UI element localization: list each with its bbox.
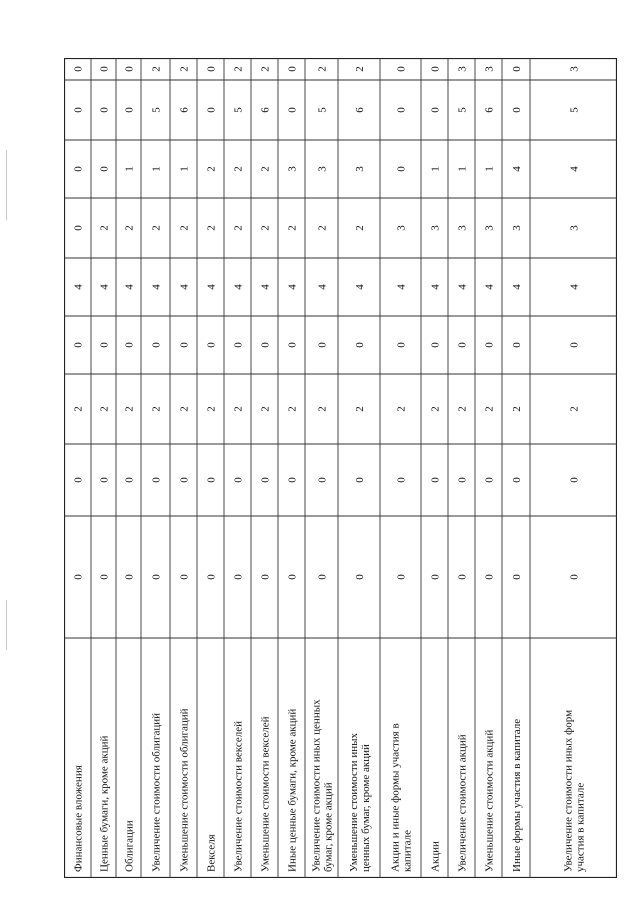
cell-value: 2 [150, 66, 163, 72]
table-row [124, 66, 136, 872]
row-label: Увеличение стоимости иных ценных [310, 699, 323, 872]
cell-value: 4 [511, 284, 523, 290]
cell-value: 2 [456, 406, 469, 412]
cell-value: 4 [123, 284, 136, 290]
cell-value: 4 [429, 284, 442, 290]
table-row [311, 66, 335, 872]
row-label: Акции [429, 841, 442, 872]
cell-value: 2 [483, 406, 496, 412]
table-row [206, 66, 218, 872]
cell-value: 0 [72, 225, 85, 231]
cell-value: 3 [395, 225, 408, 231]
table-row [151, 66, 163, 872]
cell-value: 5 [232, 107, 245, 113]
cell-value: 0 [205, 574, 218, 580]
cell-value: 3 [456, 225, 469, 231]
cell-value: 2 [316, 66, 329, 72]
cell-value: 0 [316, 342, 329, 348]
cell-value: 2 [98, 225, 111, 231]
cell-value: 0 [483, 477, 496, 483]
cell-value: 4 [568, 284, 581, 290]
cell-value: 1 [178, 166, 191, 172]
cell-value: 3 [483, 66, 496, 72]
cell-value: 0 [429, 66, 442, 72]
row-label: Увеличение стоимости облигаций [150, 712, 163, 872]
cell-value: 2 [150, 406, 163, 412]
cell-value: 2 [232, 166, 245, 172]
cell-value: 2 [205, 225, 218, 231]
cell-value: 3 [316, 166, 329, 172]
table-row [287, 66, 299, 872]
cell-value: 0 [259, 477, 272, 483]
cell-value: 0 [511, 574, 523, 580]
cell-value: 2 [178, 225, 191, 231]
row-label: Иные формы участия в капитале [511, 718, 523, 872]
row-label: Ценные бумаги, кроме акций [98, 735, 111, 872]
cell-value: 3 [511, 225, 523, 231]
cell-value: 4 [205, 284, 218, 290]
row-label: Увеличение стоимости векселей [232, 721, 245, 872]
cell-value: 0 [429, 107, 442, 113]
row-label: Финансовые вложения [72, 765, 85, 872]
cell-value: 2 [178, 406, 191, 412]
cell-value: 0 [232, 477, 245, 483]
cell-value: 2 [316, 225, 329, 231]
cell-value: 0 [511, 477, 523, 483]
cell-value: 0 [123, 107, 136, 113]
cell-value: 0 [568, 574, 581, 580]
cell-value: 3 [429, 225, 442, 231]
cell-value: 0 [456, 574, 469, 580]
cell-value: 4 [98, 284, 111, 290]
table-row [260, 66, 272, 872]
cell-value: 1 [429, 166, 442, 172]
cell-value: 2 [286, 406, 299, 412]
row-label: капитале [401, 830, 414, 872]
cell-value: 0 [98, 107, 111, 113]
cell-value: 0 [286, 477, 299, 483]
cell-value: 2 [150, 225, 163, 231]
cell-value: 2 [98, 406, 111, 412]
cell-value: 4 [354, 284, 366, 290]
cell-value: 4 [178, 284, 191, 290]
cell-value: 0 [205, 107, 218, 113]
cell-value: 0 [72, 342, 85, 348]
cell-value: 6 [483, 107, 496, 113]
classification-table [64, 58, 617, 878]
cell-value: 3 [483, 225, 496, 231]
cell-value: 2 [259, 66, 272, 72]
cell-value: 2 [259, 406, 272, 412]
cell-value: 2 [429, 406, 442, 412]
cell-value: 2 [205, 406, 218, 412]
cell-value: 0 [286, 574, 299, 580]
cell-value: 0 [178, 342, 191, 348]
row-label: Векселя [205, 834, 218, 872]
cell-value: 3 [354, 166, 366, 172]
cell-value: 0 [123, 342, 136, 348]
cell-value: 0 [205, 342, 218, 348]
cell-value: 0 [395, 66, 408, 72]
scan-edge-mark [6, 600, 7, 650]
cell-value: 2 [205, 166, 218, 172]
cell-value: 4 [232, 284, 245, 290]
cell-value: 0 [72, 166, 85, 172]
cell-value: 2 [354, 225, 366, 231]
cell-value: 2 [232, 66, 245, 72]
cell-value: 5 [456, 107, 469, 113]
table-row [390, 66, 414, 872]
table-border [65, 59, 617, 878]
row-label: Увеличение стоимости акций [456, 734, 469, 872]
cell-value: 0 [98, 477, 111, 483]
cell-value: 3 [568, 66, 581, 72]
cell-value: 0 [72, 66, 85, 72]
cell-value: 2 [123, 406, 136, 412]
cell-value: 2 [232, 225, 245, 231]
cell-value: 1 [150, 166, 163, 172]
cell-value: 0 [354, 477, 366, 483]
cell-value: 4 [395, 284, 408, 290]
row-label: Облигации [123, 820, 136, 872]
cell-value: 6 [259, 107, 272, 113]
cell-value: 2 [123, 225, 136, 231]
cell-value: 0 [429, 342, 442, 348]
row-label: участия в капитале [574, 782, 587, 872]
table-row [348, 66, 372, 872]
cell-value: 2 [232, 406, 245, 412]
cell-value: 0 [205, 66, 218, 72]
cell-value: 5 [150, 107, 163, 113]
row-label: ценных бумаг, кроме акций [360, 744, 372, 872]
cell-value: 2 [178, 66, 191, 72]
cell-value: 2 [72, 406, 85, 412]
cell-value: 0 [429, 574, 442, 580]
cell-value: 0 [178, 477, 191, 483]
cell-value: 0 [354, 574, 366, 580]
cell-value: 0 [232, 574, 245, 580]
cell-value: 0 [511, 342, 523, 348]
table-row [563, 66, 587, 872]
cell-value: 4 [483, 284, 496, 290]
row-label: бумаг, кроме акций [322, 782, 335, 872]
cell-value: 0 [568, 342, 581, 348]
scan-edge-mark [6, 150, 7, 220]
cell-value: 0 [98, 66, 111, 72]
cell-value: 0 [178, 574, 191, 580]
cell-value: 0 [123, 574, 136, 580]
cell-value: 0 [98, 342, 111, 348]
cell-value: 0 [456, 477, 469, 483]
table-row [73, 66, 85, 872]
cell-value: 0 [72, 477, 85, 483]
cell-value: 0 [354, 342, 366, 348]
cell-value: 0 [150, 342, 163, 348]
row-label: Иные ценные бумаги, кроме акций [286, 708, 299, 872]
cell-value: 0 [568, 477, 581, 483]
cell-value: 0 [286, 66, 299, 72]
cell-value: 0 [511, 107, 523, 113]
cell-value: 0 [395, 574, 408, 580]
cell-value: 1 [483, 166, 496, 172]
cell-value: 0 [259, 342, 272, 348]
cell-value: 0 [316, 574, 329, 580]
cell-value: 2 [354, 406, 366, 412]
cell-value: 0 [395, 107, 408, 113]
cell-value: 6 [354, 107, 366, 113]
cell-value: 0 [150, 477, 163, 483]
cell-value: 4 [456, 284, 469, 290]
cell-value: 0 [232, 342, 245, 348]
cell-value: 0 [259, 574, 272, 580]
cell-value: 0 [395, 477, 408, 483]
table-row [484, 66, 496, 872]
row-label: Уменьшение стоимости облигаций [178, 708, 191, 872]
table-row [179, 66, 191, 872]
cell-value: 2 [259, 166, 272, 172]
cell-value: 0 [150, 574, 163, 580]
rotated-table [64, 58, 617, 878]
cell-value: 3 [568, 225, 581, 231]
cell-value: 2 [259, 225, 272, 231]
table-row [457, 66, 469, 872]
cell-value: 3 [286, 166, 299, 172]
row-label: Увеличение стоимости иных форм [562, 709, 575, 872]
table-row [430, 66, 442, 872]
cell-value: 6 [178, 107, 191, 113]
cell-value: 0 [429, 477, 442, 483]
cell-value: 0 [286, 342, 299, 348]
cell-value: 4 [286, 284, 299, 290]
cell-value: 4 [259, 284, 272, 290]
cell-value: 1 [123, 166, 136, 172]
row-label: Уменьшение стоимости акций [483, 729, 496, 872]
table-row [511, 66, 523, 872]
cell-value: 2 [316, 406, 329, 412]
cell-value: 2 [511, 406, 523, 412]
row-label: Акции и иные формы участия в [389, 723, 402, 872]
cell-value: 4 [150, 284, 163, 290]
cell-value: 0 [98, 166, 111, 172]
row-label: Уменьшение стоимости иных [348, 733, 360, 872]
cell-value: 5 [316, 107, 329, 113]
cell-value: 4 [568, 166, 581, 172]
cell-value: 2 [354, 66, 366, 72]
cell-value: 4 [316, 284, 329, 290]
cell-value: 0 [286, 107, 299, 113]
cell-value: 2 [395, 406, 408, 412]
table-row [99, 66, 111, 872]
cell-value: 0 [205, 477, 218, 483]
cell-value: 0 [483, 574, 496, 580]
cell-value: 0 [316, 477, 329, 483]
cell-value: 0 [98, 574, 111, 580]
cell-value: 0 [123, 66, 136, 72]
cell-value: 0 [72, 574, 85, 580]
cell-value: 4 [511, 166, 523, 172]
row-label: Уменьшение стоимости векселей [259, 716, 272, 872]
cell-value: 0 [456, 342, 469, 348]
cell-value: 4 [72, 284, 85, 290]
cell-value: 0 [123, 477, 136, 483]
cell-value: 2 [568, 406, 581, 412]
cell-value: 3 [456, 66, 469, 72]
cell-value: 0 [483, 342, 496, 348]
cell-value: 0 [72, 107, 85, 113]
cell-value: 5 [568, 107, 581, 113]
cell-value: 0 [395, 166, 408, 172]
cell-value: 2 [286, 225, 299, 231]
cell-value: 0 [395, 342, 408, 348]
table-row [233, 66, 245, 872]
cell-value: 1 [456, 166, 469, 172]
cell-value: 0 [511, 66, 523, 72]
